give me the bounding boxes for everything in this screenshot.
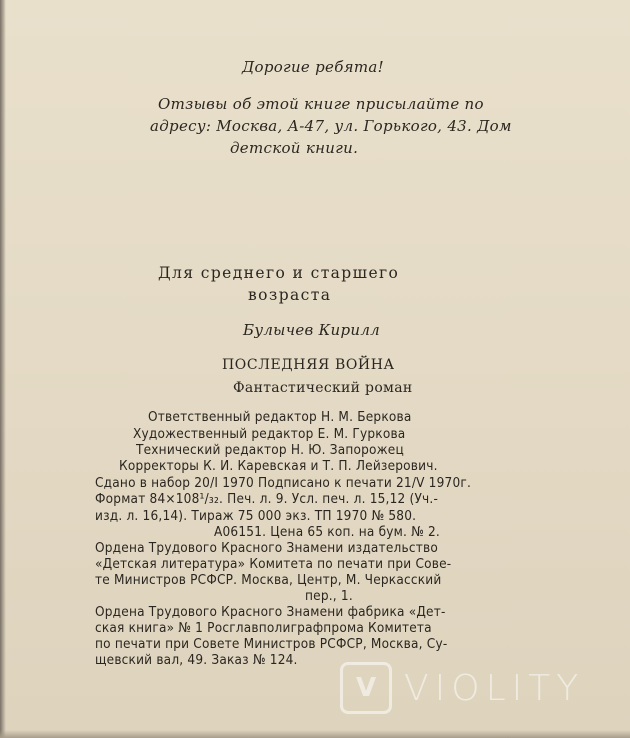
imprint-line: Формат 84×108¹/₃₂. Печ. л. 9. Усл. печ. л. 15,12 (Уч.-: [95, 491, 439, 507]
imprint-line: Ордена Трудового Красного Знамени издательство: [95, 540, 438, 556]
imprint-line: А06151. Цена 65 коп. на бум. № 2.: [214, 524, 440, 540]
address-block: [150, 95, 512, 157]
address-line-3: детской книги.: [230, 139, 359, 157]
audience-line-1: Для среднего и старшего: [158, 264, 400, 282]
imprint-line: «Детская литература» Комитета по печати при Сове-: [95, 556, 452, 572]
imprint-line: Художественный редактор Е. М. Гуркова: [133, 426, 406, 442]
violity-logo-icon: V: [340, 662, 392, 714]
watermark-text: VIOLITY: [404, 667, 585, 709]
imprint-line: Сдано в набор 20/I 1970 Подписано к печати 21/V 1970г.: [95, 475, 472, 491]
imprint-line: ская книга» № 1 Росглавполиграфпрома Комитета: [95, 620, 432, 636]
book-subtitle: Фантастический роман: [233, 380, 413, 396]
imprint-line: изд. л. 16,14). Тираж 75 000 экз. ТП 1970 № 580.: [95, 508, 417, 524]
audience-line-2: возраста: [248, 286, 332, 304]
imprint-line: Технический редактор Н. Ю. Запорожец: [136, 442, 404, 458]
page-edge-shadow: [0, 0, 6, 738]
imprint-line: Корректоры К. И. Каревская и Т. П. Лейзерович.: [119, 458, 438, 474]
book-title: ПОСЛЕДНЯЯ ВОЙНА: [222, 357, 395, 373]
address-line-1: Отзывы об этой книге присылайте по: [158, 95, 484, 113]
author-name: Булычев Кирилл: [243, 321, 381, 339]
imprint-line: Ответственный редактор Н. М. Беркова: [148, 409, 412, 425]
imprint-line: пер., 1.: [305, 588, 353, 604]
imprint-line: Ордена Трудового Красного Знамени фабрика «Дет-: [95, 604, 446, 620]
greeting-title: Дорогие ребята!: [242, 58, 385, 76]
page-bottom-shadow: [0, 730, 630, 738]
imprint-line: те Министров РСФСР. Москва, Центр, М. Черкасский: [95, 572, 442, 588]
imprint-line: по печати при Совете Министров РСФСР, Москва, Су-: [95, 636, 448, 652]
watermark: [340, 658, 620, 718]
imprint-line: щевский вал, 49. Заказ № 124.: [95, 652, 298, 668]
address-line-2: адресу: Москва, А-47, ул. Горького, 43. Дом: [150, 117, 512, 135]
